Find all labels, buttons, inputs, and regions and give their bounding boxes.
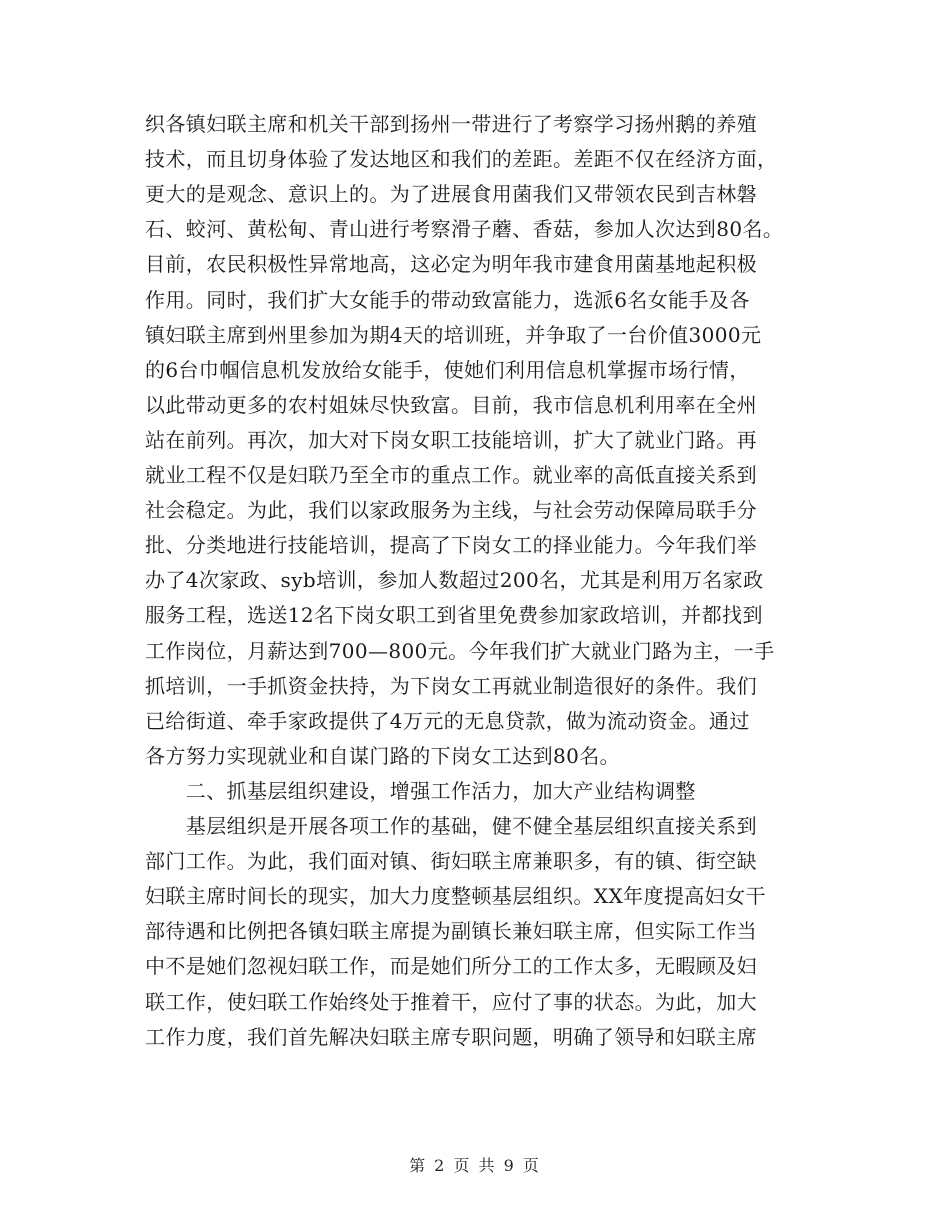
text-line: 工作岗位，月薪达到700—800元。今年我们扩大就业门路为主，一手 [145,638,775,663]
text-line: 镇妇联主席到州里参加为期4天的培训班，并争取了一台价值3000元 [145,322,762,347]
text-line: 以此带动更多的农村姐妹尽快致富。目前，我市信息机利用率在全州 [145,392,757,417]
text-line: 工作力度，我们首先解决妇联主席专职问题，明确了领导和妇联主席 [145,1024,757,1049]
text-line: 社会稳定。为此，我们以家政服务为主线，与社会劳动保障局联手分 [145,498,757,523]
text-line: 联工作，使妇联工作始终处于推着干，应付了事的状态。为此，加大 [145,989,757,1014]
text-line: 更大的是观念、意识上的。为了进展食用菌我们又带领农民到吉林磐 [145,182,757,207]
text-line: 各方努力实现就业和自谋门路的下岗女工达到80名。 [145,743,621,768]
text-line: 石、蛟河、黄松甸、青山进行考察滑子蘑、香菇，参加人次达到80名。 [145,217,784,242]
text-line: 站在前列。再次，加大对下岗女职工技能培训，扩大了就业门路。再 [145,427,757,452]
text-line: 妇联主席时间长的现实，加大力度整顿基层组织。XX年度提高妇女干 [145,884,766,909]
text-line: 部待遇和比例把各镇妇联主席提为副镇长兼妇联主席，但实际工作当 [145,919,757,944]
text-line: 部门工作。为此，我们面对镇、街妇联主席兼职多，有的镇、街空缺 [145,849,757,874]
text-line: 服务工程，选送12名下岗女职工到省里免费参加家政培训，并都找到 [145,603,763,628]
text-line: 就业工程不仅是妇联乃至全市的重点工作。就业率的高低直接关系到 [145,463,757,487]
text-line: 批、分类地进行技能培训，提高了下岗女工的择业能力。今年我们举 [145,533,757,558]
text-line: 作用。同时，我们扩大女能手的带动致富能力，选派6名女能手及各 [145,287,750,312]
text-line: 基层组织是开展各项工作的基础，健不健全基层组织直接关系到 [145,814,757,838]
text-line: 已给街道、牵手家政提供了4万元的无息贷款，做为流动资金。通过 [145,708,750,733]
text-line: 技术，而且切身体验了发达地区和我们的差距。差距不仅在经济方面， [145,147,778,172]
text-line: 中不是她们忽视妇联工作，而是她们所分工的工作太多，无暇顾及妇 [145,954,757,979]
page-number-footer: 第 2 页 共 9 页 [409,1156,541,1175]
text-line: 办了4次家政、syb培训，参加人数超过200名，尤其是利用万名家政 [145,568,764,593]
text-line: 织各镇妇联主席和机关干部到扬州一带进行了考察学习扬州鹅的养殖 [145,112,757,136]
text-line: 的6台巾帼信息机发放给女能手，使她们利用信息机掌握市场行情， [145,357,750,382]
section-heading: 二、抓基层组织建设，增强工作活力，加大产业结构调整 [145,778,696,803]
text-line: 抓培训，一手抓资金扶持，为下岗女工再就业制造很好的条件。我们 [145,673,757,698]
text-line: 目前，农民积极性异常地高，这必定为明年我市建食用菌基地起积极 [145,252,757,277]
